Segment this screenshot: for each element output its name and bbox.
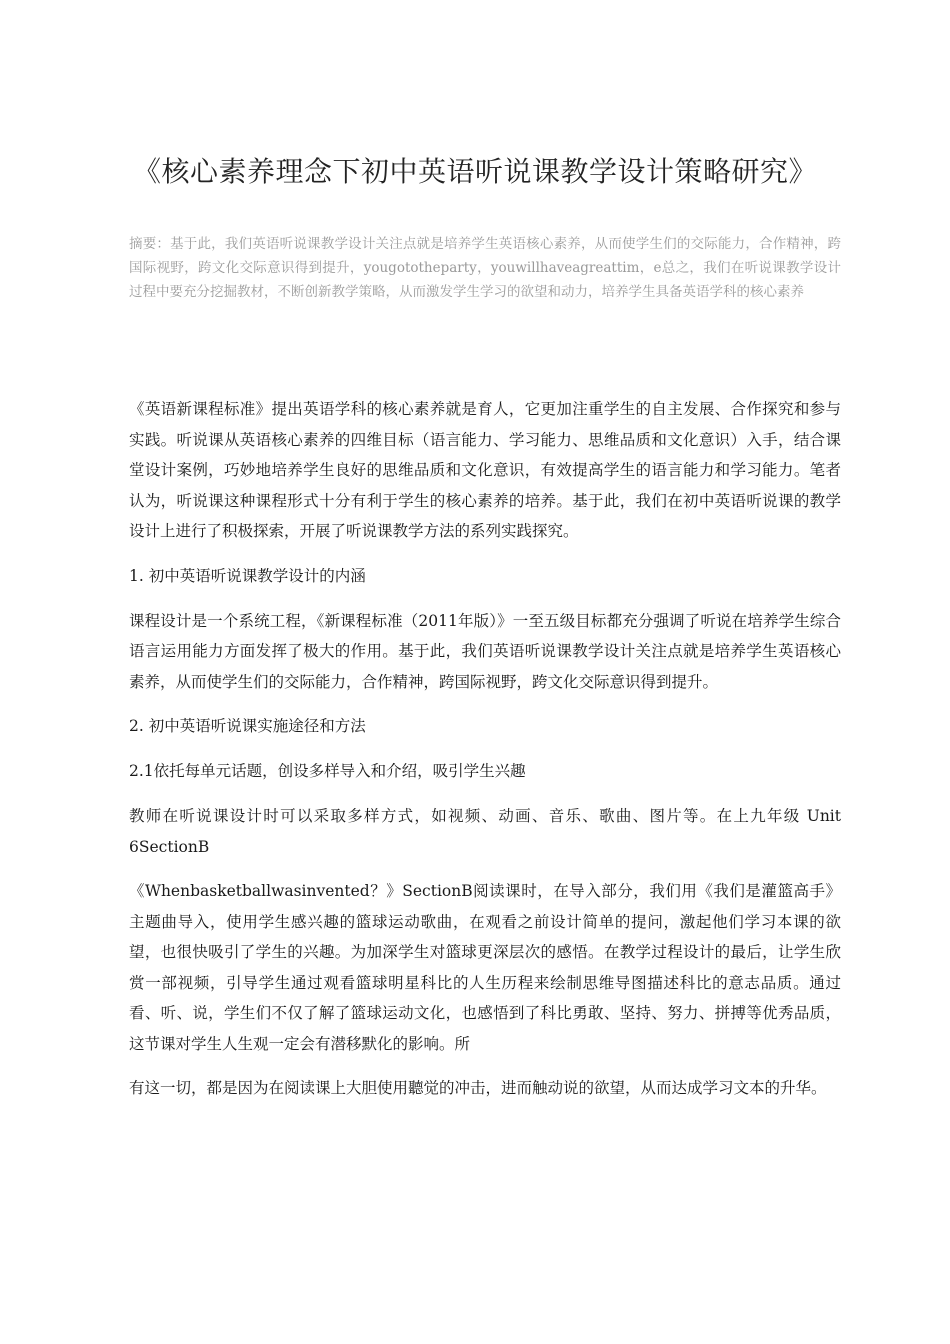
section-heading-1: 1. 初中英语听说课教学设计的内涵 bbox=[129, 566, 366, 585]
subsection-2-1-paragraph-a: 教师在听说课设计时可以采取多样方式，如视频、动画、音乐、歌曲、图片等。在上九年级 Unit 6SectionB bbox=[129, 807, 841, 856]
document-body bbox=[129, 394, 841, 1118]
document-title: 《核心素养理念下初中英语听说课教学设计策略研究》 bbox=[132, 155, 817, 188]
intro-paragraph: 《英语新课程标准》提出英语学科的核心素养就是育人，它更加注重学生的自主发展、合作探究和参与实践。听说课从英语核心素养的四维目标（语言能力、学习能力、思维品质和文化意识）入手，结合课堂设计案例，巧妙地培养学生良好的思维品质和文化意识，有效提高学生的语言能力和学习能力。笔者认为，听说课这种课程形式十分有利于学生的核心素养的培养。基于此，我们在初中英语听说课的教学设计上进行了积极探索，开展了听说课教学方法的系列实践探究。 bbox=[129, 400, 841, 540]
abstract-text: 摘要：基于此，我们英语听说课教学设计关注点就是培养学生英语核心素养，从而使学生们的交际能力，合作精神，跨国际视野，跨文化交际意识得到提升，yougototheparty，youwillhaveagreattim，e总之，我们在听说课教学设计过程中要充分挖掘教材，不断创新教学策略，从而激发学生学习的欲望和动力，培养学生具备英语学科的核心素养 bbox=[129, 236, 841, 300]
subsection-2-1-paragraph-c: 有这一切，都是因为在阅读课上大胆使用聽觉的冲击，进而触动说的欲望，从而达成学习文本的升华。 bbox=[129, 1079, 827, 1097]
subsection-2-1-paragraph-b: 《Whenbasketballwasinvented？》SectionB阅读课时，在导入部分，我们用《我们是灌篮高手》主题曲导入，使用学生感兴趣的篮球运动歌曲，在观看之前设计简单的提问，激起他们学习本课的欲望，也很快吸引了学生的兴趣。为加深学生对篮球更深层次的感悟。在教学过程设计的最后，让学生欣赏一部视频，引导学生通过观看篮球明星科比的人生历程来绘制思维导图描述科比的意志品质。通过看、听、说，学生们不仅了解了篮球运动文化，也感悟到了科比勇敢、坚持、努力、拼搏等优秀品质，这节课对学生人生观一定会有潜移默化的影响。所 bbox=[129, 882, 841, 1053]
subsection-heading-2-1: 2.1依托每单元话题，创设多样导入和介绍，吸引学生兴趣 bbox=[129, 762, 526, 780]
section-heading-2: 2. 初中英语听说课实施途径和方法 bbox=[129, 717, 366, 735]
section-1-paragraph: 课程设计是一个系统工程，《新课程标准（2011年版）》一至五级目标都充分强调了听说在培养学生综合语言运用能力方面发挥了极大的作用。基于此，我们英语听说课教学设计关注点就是培养学生英语核心素养，从而使学生们的交际能力，合作精神，跨国际视野，跨文化交际意识得到提升。 bbox=[129, 611, 841, 691]
